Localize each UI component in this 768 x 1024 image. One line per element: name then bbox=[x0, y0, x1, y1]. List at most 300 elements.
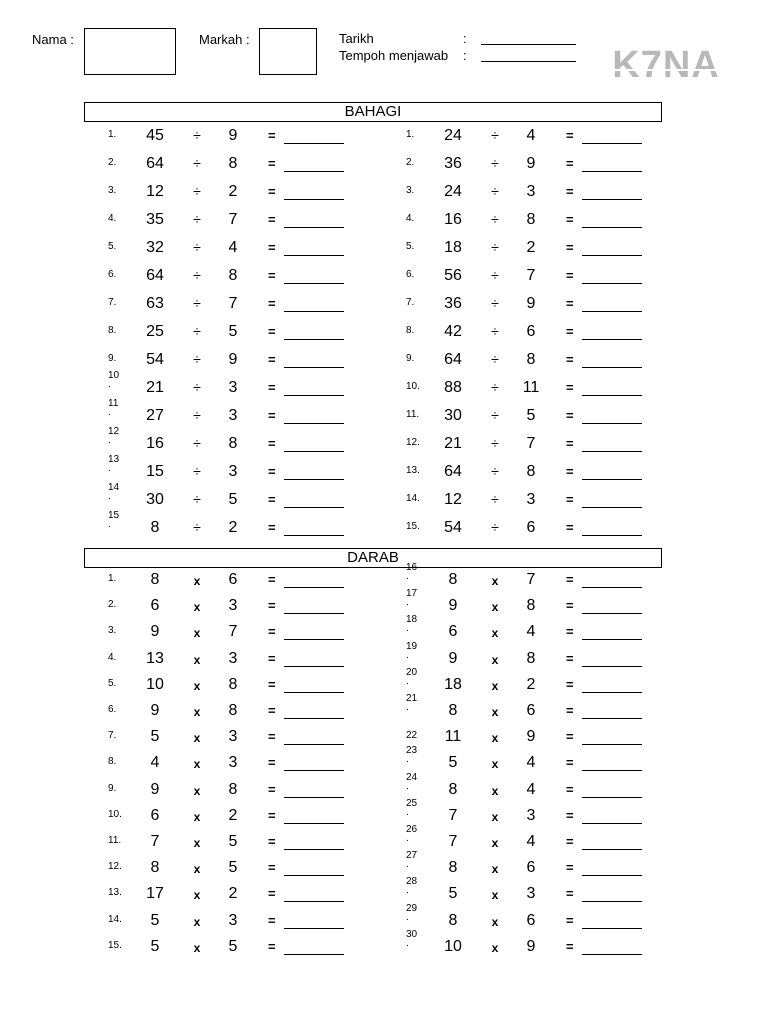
problem-number: 13. bbox=[108, 887, 122, 899]
answer-blank[interactable] bbox=[582, 702, 642, 719]
divisor: 3 bbox=[526, 885, 536, 903]
dividend: 63 bbox=[146, 295, 164, 312]
problem-row bbox=[108, 728, 358, 750]
dividend: 8 bbox=[150, 519, 160, 536]
problem-row bbox=[108, 482, 358, 513]
equals-sign: = bbox=[268, 464, 276, 479]
dividend: 42 bbox=[444, 323, 462, 340]
problem-row bbox=[406, 928, 656, 960]
dividend: 12 bbox=[444, 491, 462, 508]
answer-blank[interactable] bbox=[582, 728, 642, 745]
problem-row bbox=[108, 351, 358, 373]
problem-row bbox=[108, 127, 358, 149]
equals-sign: = bbox=[268, 408, 276, 423]
problem-row bbox=[108, 571, 358, 593]
equals-sign: = bbox=[566, 268, 574, 283]
answer-blank[interactable] bbox=[582, 379, 642, 396]
divisor: 9 bbox=[228, 127, 238, 144]
problem-number: 3. bbox=[108, 625, 117, 637]
divisor: 5 bbox=[228, 859, 238, 877]
divide-sign: ÷ bbox=[193, 211, 201, 227]
multiply-sign: x bbox=[193, 888, 201, 903]
multiply-sign: x bbox=[193, 836, 201, 850]
dividend: 4 bbox=[150, 754, 160, 772]
equals-sign: = bbox=[268, 296, 276, 311]
problem-number: 3. bbox=[406, 185, 415, 196]
dividend: 16 bbox=[444, 211, 462, 228]
problem-row bbox=[406, 407, 656, 429]
problem-row bbox=[406, 463, 656, 485]
answer-blank[interactable] bbox=[284, 676, 344, 693]
answer-blank[interactable] bbox=[284, 623, 344, 640]
problem-row bbox=[406, 155, 656, 177]
answer-blank[interactable] bbox=[284, 491, 344, 508]
answer-blank[interactable] bbox=[284, 571, 344, 588]
multiply-sign: x bbox=[491, 809, 499, 824]
problem-number: 1. bbox=[406, 129, 415, 140]
answer-blank[interactable] bbox=[582, 807, 642, 824]
equals-sign: = bbox=[566, 834, 574, 849]
multiply-sign: x bbox=[193, 652, 201, 667]
equals-sign: = bbox=[268, 380, 276, 395]
problem-row bbox=[108, 807, 358, 829]
dividend: 10 bbox=[146, 675, 164, 693]
dividend: 18 bbox=[444, 239, 462, 256]
divide-sign: ÷ bbox=[491, 463, 499, 479]
answer-blank[interactable] bbox=[582, 351, 642, 368]
divisor: 3 bbox=[228, 379, 238, 396]
divisor: 2 bbox=[228, 806, 238, 824]
problem-row bbox=[108, 702, 358, 724]
divisor: 7 bbox=[228, 623, 238, 641]
divisor: 2 bbox=[228, 183, 238, 200]
equals-sign: = bbox=[566, 240, 574, 255]
equals-sign: = bbox=[268, 938, 276, 954]
problem-number: 5. bbox=[108, 241, 117, 252]
problem-row bbox=[108, 426, 358, 457]
problem-number: 20 . bbox=[406, 666, 418, 687]
problem-number: 7. bbox=[108, 297, 117, 308]
answer-blank[interactable] bbox=[582, 183, 642, 200]
problem-row bbox=[108, 597, 358, 619]
divisor: 7 bbox=[228, 295, 238, 312]
divisor: 9 bbox=[526, 155, 536, 172]
dividend: 8 bbox=[448, 702, 458, 719]
equals-sign: = bbox=[566, 156, 574, 171]
divisor: 6 bbox=[526, 519, 536, 536]
answer-blank[interactable] bbox=[582, 597, 642, 614]
dividend: 54 bbox=[444, 519, 462, 536]
answer-blank[interactable] bbox=[284, 463, 344, 480]
answer-blank[interactable] bbox=[284, 702, 344, 719]
answer-blank[interactable] bbox=[284, 127, 344, 144]
divide-sign: ÷ bbox=[193, 155, 201, 171]
equals-sign: = bbox=[268, 520, 276, 535]
answer-blank[interactable] bbox=[582, 323, 642, 340]
problem-row bbox=[108, 781, 358, 803]
answer-blank[interactable] bbox=[284, 519, 344, 536]
dividend: 11 bbox=[444, 728, 462, 746]
problem-row bbox=[108, 323, 358, 345]
divide-sign: ÷ bbox=[193, 379, 201, 395]
problem-row bbox=[406, 127, 656, 149]
answer-blank[interactable] bbox=[582, 127, 642, 144]
dividend: 35 bbox=[146, 211, 164, 228]
dividend: 16 bbox=[146, 435, 164, 452]
equals-sign: = bbox=[268, 807, 276, 823]
multiply-sign: x bbox=[193, 626, 201, 641]
mark-label: Markah : bbox=[199, 32, 250, 47]
equals-sign: = bbox=[268, 886, 276, 902]
date-field[interactable] bbox=[481, 32, 576, 45]
problem-row bbox=[406, 183, 656, 205]
answer-blank[interactable] bbox=[582, 519, 642, 536]
problem-number: 10 . bbox=[108, 370, 120, 390]
answer-blank[interactable] bbox=[284, 597, 344, 614]
equals-sign: = bbox=[268, 268, 276, 283]
divide-sign: ÷ bbox=[491, 155, 499, 171]
answer-blank[interactable] bbox=[582, 781, 642, 798]
divisor: 11 bbox=[522, 379, 540, 396]
multiply-sign: x bbox=[491, 600, 499, 615]
divisor: 6 bbox=[526, 323, 536, 340]
equals-sign: = bbox=[268, 729, 276, 745]
dividend: 12 bbox=[146, 183, 164, 200]
equals-sign: = bbox=[268, 703, 276, 718]
divisor: 5 bbox=[228, 937, 238, 955]
dividend: 32 bbox=[146, 239, 164, 256]
mark-input-box[interactable] bbox=[259, 28, 317, 75]
equals-sign: = bbox=[566, 352, 574, 367]
divisor: 9 bbox=[526, 937, 536, 955]
divide-sign: ÷ bbox=[193, 239, 201, 255]
dividend: 7 bbox=[448, 833, 458, 850]
divisor: 2 bbox=[228, 519, 238, 536]
divisor: 4 bbox=[526, 754, 536, 772]
answer-blank[interactable] bbox=[284, 295, 344, 312]
answer-blank[interactable] bbox=[284, 833, 344, 850]
answer-blank[interactable] bbox=[284, 912, 344, 929]
problem-number: 30 . bbox=[406, 928, 418, 949]
dividend: 10 bbox=[444, 937, 462, 955]
multiply-sign: x bbox=[491, 862, 499, 877]
dividend: 21 bbox=[444, 435, 462, 452]
dividend: 9 bbox=[150, 702, 160, 719]
problem-number: 11 . bbox=[108, 398, 119, 418]
answer-blank[interactable] bbox=[284, 323, 344, 340]
dividend: 9 bbox=[448, 597, 458, 615]
dividend: 17 bbox=[146, 885, 164, 903]
problem-number: 15 . bbox=[108, 510, 120, 530]
divisor: 3 bbox=[228, 728, 238, 746]
answer-blank[interactable] bbox=[582, 239, 642, 256]
answer-blank[interactable] bbox=[582, 435, 642, 452]
problem-number: 13. bbox=[406, 465, 420, 476]
equals-sign: = bbox=[566, 436, 574, 451]
equals-sign: = bbox=[566, 598, 574, 614]
problem-number: 10. bbox=[108, 808, 122, 820]
answer-blank[interactable] bbox=[284, 885, 344, 902]
problem-row bbox=[406, 239, 656, 261]
equals-sign: = bbox=[566, 676, 574, 692]
answer-blank[interactable] bbox=[284, 239, 344, 256]
answer-blank[interactable] bbox=[284, 183, 344, 200]
problem-number: 6. bbox=[108, 704, 117, 715]
dividend: 21 bbox=[146, 379, 164, 396]
divide-sign: ÷ bbox=[193, 435, 201, 451]
equals-sign: = bbox=[268, 156, 276, 171]
dividend: 5 bbox=[150, 911, 160, 929]
problem-number: 11. bbox=[108, 835, 122, 846]
answer-blank[interactable] bbox=[284, 267, 344, 284]
divide-sign: ÷ bbox=[491, 239, 499, 255]
answer-blank[interactable] bbox=[582, 650, 642, 667]
equals-sign: = bbox=[566, 912, 574, 928]
problem-number: 7. bbox=[108, 730, 117, 742]
dividend: 30 bbox=[146, 491, 164, 508]
equals-sign: = bbox=[566, 324, 574, 339]
dividend: 5 bbox=[150, 728, 160, 746]
problem-number: 2. bbox=[108, 599, 117, 611]
answer-blank[interactable] bbox=[284, 650, 344, 667]
equals-sign: = bbox=[268, 128, 276, 143]
multiply-sign: x bbox=[193, 809, 201, 824]
divide-sign: ÷ bbox=[491, 491, 499, 507]
answer-blank[interactable] bbox=[582, 211, 642, 228]
dividend: 64 bbox=[146, 155, 164, 172]
equals-sign: = bbox=[566, 212, 574, 227]
dividend: 8 bbox=[150, 571, 160, 588]
answer-blank[interactable] bbox=[582, 938, 642, 955]
problem-row bbox=[108, 510, 358, 541]
time-label: Tempoh menjawab bbox=[339, 48, 449, 63]
answer-blank[interactable] bbox=[284, 435, 344, 452]
problem-number: 5. bbox=[108, 677, 117, 689]
dividend: 36 bbox=[444, 155, 462, 172]
problem-number: 10. bbox=[406, 381, 420, 392]
problem-number: 21 . bbox=[406, 693, 418, 713]
divisor: 5 bbox=[228, 833, 238, 850]
dividend: 45 bbox=[146, 127, 164, 144]
problem-row bbox=[406, 295, 656, 317]
answer-blank[interactable] bbox=[284, 379, 344, 396]
problem-number: 18 . bbox=[406, 614, 418, 635]
dividend: 25 bbox=[146, 323, 164, 340]
divide-sign: ÷ bbox=[491, 295, 499, 311]
multiply-sign: x bbox=[491, 914, 499, 929]
divide-sign: ÷ bbox=[193, 323, 201, 339]
answer-blank[interactable] bbox=[284, 351, 344, 368]
problem-row bbox=[406, 211, 656, 233]
multiply-sign: x bbox=[491, 783, 499, 798]
answer-blank[interactable] bbox=[582, 623, 642, 640]
divisor: 5 bbox=[228, 323, 238, 340]
equals-sign: = bbox=[268, 324, 276, 339]
problem-row bbox=[406, 902, 656, 934]
divide-sign: ÷ bbox=[193, 295, 201, 311]
divisor: 8 bbox=[228, 267, 238, 284]
problem-number: 23 . bbox=[406, 745, 418, 766]
problem-row bbox=[406, 771, 656, 803]
problem-number: 14. bbox=[406, 493, 420, 504]
problem-number: 1. bbox=[108, 573, 117, 584]
dividend: 8 bbox=[448, 859, 458, 877]
problem-row bbox=[406, 562, 656, 593]
multiply-sign: x bbox=[491, 678, 499, 693]
problem-row bbox=[406, 640, 656, 672]
problem-row bbox=[108, 912, 358, 934]
problem-row bbox=[406, 267, 656, 289]
divisor: 9 bbox=[526, 295, 536, 312]
dividend: 13 bbox=[146, 649, 164, 667]
divisor: 3 bbox=[228, 649, 238, 667]
answer-blank[interactable] bbox=[582, 885, 642, 902]
problem-number: 22 bbox=[406, 730, 418, 742]
divide-sign: ÷ bbox=[491, 379, 499, 395]
equals-sign: = bbox=[268, 781, 276, 797]
answer-blank[interactable] bbox=[284, 155, 344, 172]
problem-number: 27 . bbox=[406, 850, 418, 871]
problem-row bbox=[108, 833, 358, 855]
answer-blank[interactable] bbox=[582, 833, 642, 850]
problem-number: 13 . bbox=[108, 454, 120, 474]
answer-blank[interactable] bbox=[284, 407, 344, 424]
divisor: 8 bbox=[526, 211, 536, 228]
time-field[interactable] bbox=[481, 49, 576, 62]
answer-blank[interactable] bbox=[582, 571, 642, 588]
answer-blank[interactable] bbox=[284, 728, 344, 745]
problem-row bbox=[406, 435, 656, 457]
dividend: 6 bbox=[150, 597, 160, 615]
answer-blank[interactable] bbox=[582, 155, 642, 172]
equals-sign: = bbox=[566, 380, 574, 395]
problem-row bbox=[108, 155, 358, 177]
problem-number: 15. bbox=[406, 521, 420, 532]
answer-blank[interactable] bbox=[582, 754, 642, 771]
problem-row bbox=[406, 824, 656, 855]
dividend: 15 bbox=[146, 463, 164, 480]
equals-sign: = bbox=[566, 408, 574, 423]
name-input-box[interactable] bbox=[84, 28, 176, 75]
section-title-multiply: DARAB bbox=[84, 548, 662, 568]
answer-blank[interactable] bbox=[284, 211, 344, 228]
problem-number: 4. bbox=[406, 213, 415, 224]
answer-blank[interactable] bbox=[582, 463, 642, 480]
divisor: 2 bbox=[526, 239, 536, 256]
answer-blank[interactable] bbox=[284, 807, 344, 824]
answer-blank[interactable] bbox=[284, 859, 344, 876]
divisor: 3 bbox=[228, 754, 238, 772]
equals-sign: = bbox=[566, 886, 574, 902]
equals-sign: = bbox=[268, 834, 276, 849]
equals-sign: = bbox=[566, 755, 574, 771]
dividend: 64 bbox=[444, 351, 462, 368]
multiply-sign: x bbox=[491, 836, 499, 850]
equals-sign: = bbox=[566, 650, 574, 666]
equals-sign: = bbox=[566, 296, 574, 311]
divide-sign: ÷ bbox=[491, 127, 499, 143]
answer-blank[interactable] bbox=[582, 676, 642, 693]
problem-number: 1. bbox=[108, 129, 117, 140]
divisor: 3 bbox=[228, 463, 238, 480]
multiply-sign: x bbox=[193, 783, 201, 798]
equals-sign: = bbox=[566, 464, 574, 479]
answer-blank[interactable] bbox=[582, 407, 642, 424]
dividend: 5 bbox=[448, 885, 458, 903]
problem-row bbox=[108, 885, 358, 907]
problem-number: 19 . bbox=[406, 640, 418, 661]
divisor: 6 bbox=[526, 859, 536, 877]
divisor: 2 bbox=[526, 675, 536, 693]
dividend: 7 bbox=[150, 833, 160, 850]
answer-blank[interactable] bbox=[284, 754, 344, 771]
answer-blank[interactable] bbox=[582, 859, 642, 876]
divide-sign: ÷ bbox=[491, 407, 499, 423]
equals-sign: = bbox=[566, 184, 574, 199]
equals-sign: = bbox=[268, 240, 276, 255]
answer-blank[interactable] bbox=[582, 912, 642, 929]
equals-sign: = bbox=[268, 436, 276, 451]
problem-row bbox=[406, 519, 656, 541]
divisor: 9 bbox=[526, 728, 536, 746]
equals-sign: = bbox=[566, 807, 574, 823]
divisor: 7 bbox=[526, 571, 536, 588]
divisor: 3 bbox=[228, 911, 238, 929]
problem-row bbox=[108, 650, 358, 672]
multiply-sign: x bbox=[491, 626, 499, 641]
equals-sign: = bbox=[268, 598, 276, 614]
problem-row bbox=[406, 745, 656, 776]
dividend: 5 bbox=[150, 937, 160, 955]
multiply-sign: x bbox=[491, 888, 499, 903]
problem-row bbox=[406, 588, 656, 619]
equals-sign: = bbox=[268, 572, 276, 587]
answer-blank[interactable] bbox=[284, 938, 344, 955]
dividend: 6 bbox=[448, 623, 458, 641]
dividend: 8 bbox=[150, 859, 160, 877]
problem-number: 29 . bbox=[406, 902, 418, 923]
divide-sign: ÷ bbox=[193, 267, 201, 283]
answer-blank[interactable] bbox=[582, 267, 642, 284]
divisor: 8 bbox=[526, 463, 536, 480]
dividend: 30 bbox=[444, 407, 462, 424]
problem-number: 11. bbox=[406, 409, 420, 420]
divisor: 8 bbox=[526, 351, 536, 368]
divide-sign: ÷ bbox=[491, 519, 499, 535]
problem-row bbox=[108, 754, 358, 776]
equals-sign: = bbox=[566, 860, 574, 876]
answer-blank[interactable] bbox=[284, 781, 344, 798]
multiply-sign: x bbox=[491, 574, 499, 588]
problem-number: 12. bbox=[108, 861, 122, 873]
problem-row bbox=[406, 693, 656, 724]
multiply-sign: x bbox=[193, 757, 201, 772]
dividend: 6 bbox=[150, 806, 160, 824]
problem-number: 8. bbox=[406, 325, 415, 336]
answer-blank[interactable] bbox=[582, 491, 642, 508]
answer-blank[interactable] bbox=[582, 295, 642, 312]
problem-row bbox=[108, 370, 358, 401]
divide-sign: ÷ bbox=[193, 519, 201, 535]
problem-row bbox=[406, 491, 656, 513]
problem-row bbox=[406, 797, 656, 829]
problem-row bbox=[108, 859, 358, 881]
divisor: 4 bbox=[526, 623, 536, 641]
divide-sign: ÷ bbox=[193, 183, 201, 199]
equals-sign: = bbox=[268, 624, 276, 640]
divisor: 6 bbox=[228, 571, 238, 588]
problem-number: 15. bbox=[108, 939, 122, 951]
